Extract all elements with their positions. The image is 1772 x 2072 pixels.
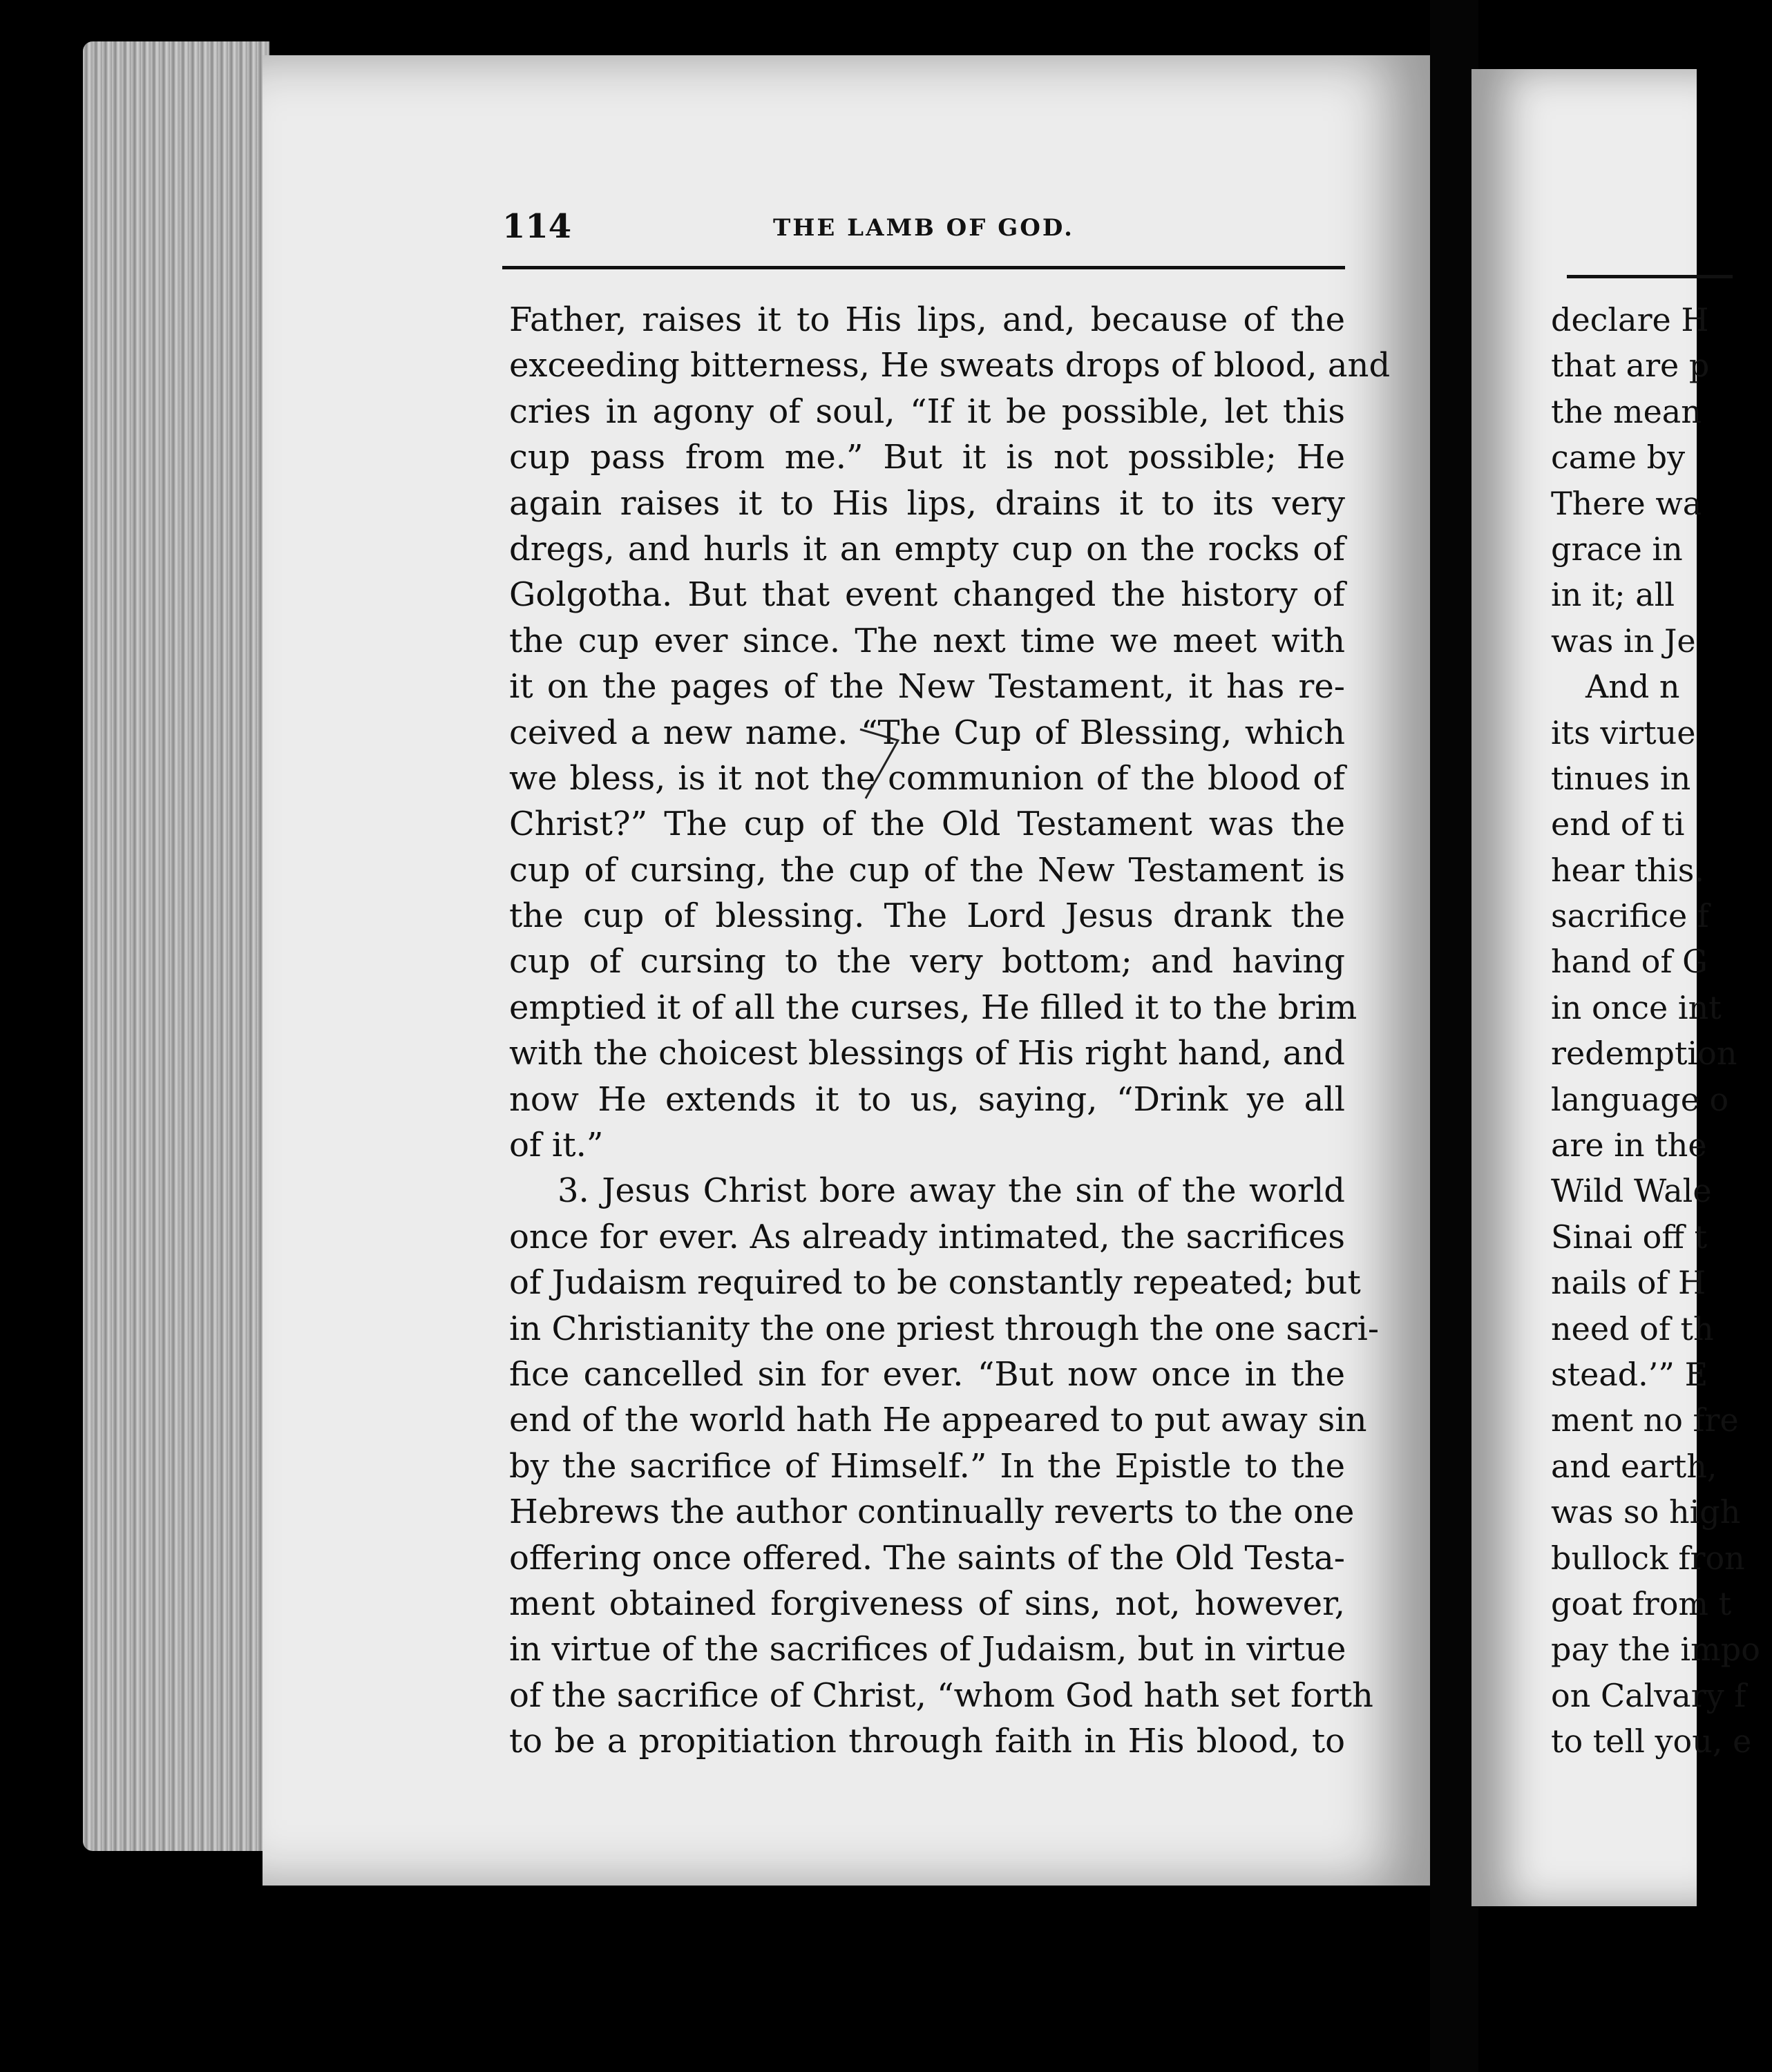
text-line: ment obtained forgiveness of sins, not, however, bbox=[509, 1584, 1345, 1623]
right-text-line: in it; all bbox=[1551, 576, 1675, 614]
right-text-line: end of ti bbox=[1551, 805, 1685, 843]
text-line: 3. Jesus Christ bore away the sin of the world bbox=[558, 1171, 1345, 1211]
right-text-line: hear this. bbox=[1551, 851, 1704, 889]
text-line: fice cancelled sin for ever. “But now once in the bbox=[509, 1354, 1345, 1394]
right-text-line: ment no fre bbox=[1551, 1401, 1739, 1439]
right-text-line: in once int bbox=[1551, 988, 1722, 1026]
text-line: with the choicest blessings of His right hand, and bbox=[509, 1034, 1345, 1073]
right-text-line: to tell you, e bbox=[1551, 1723, 1752, 1761]
right-text-line: Sinai off t bbox=[1551, 1218, 1708, 1256]
text-line: the cup of blessing. The Lord Jesus drank the bbox=[509, 896, 1345, 936]
right-text-line: was so high bbox=[1551, 1493, 1741, 1531]
right-text-line: need of th bbox=[1551, 1310, 1714, 1347]
text-line: Golgotha. But that event changed the history of bbox=[509, 575, 1345, 615]
right-text-line: on Calvary f bbox=[1551, 1676, 1746, 1714]
right-text-line: sacrifice f bbox=[1551, 897, 1709, 935]
text-line: now He extends it to us, saying, “Drink ye all bbox=[509, 1080, 1345, 1119]
text-line: cup of cursing to the very bottom; and having bbox=[509, 942, 1345, 981]
running-title: THE LAMB OF GOD. bbox=[772, 214, 1075, 242]
page-header bbox=[502, 207, 1345, 249]
right-text-line: its virtue bbox=[1551, 713, 1696, 751]
right-text-line: came by bbox=[1551, 439, 1686, 477]
text-line: again raises it to His lips, drains it to its very bbox=[509, 483, 1345, 523]
right-page-rule bbox=[1567, 275, 1733, 278]
text-line: by the sacrifice of Himself.” In the Epistle to the bbox=[509, 1446, 1345, 1486]
right-text-line: was in Je bbox=[1551, 622, 1696, 660]
text-line: cries in agony of soul, “If it be possible, let this bbox=[509, 392, 1345, 431]
page-number: 114 bbox=[502, 207, 572, 246]
text-line: Father, raises it to His lips, and, because of the bbox=[509, 300, 1345, 339]
right-text-line: and earth, bbox=[1551, 1447, 1717, 1485]
right-text-line: And n bbox=[1585, 668, 1680, 706]
text-line: offering once offered. The saints of the Old Testa- bbox=[509, 1538, 1345, 1577]
right-text-line: redemption bbox=[1551, 1035, 1737, 1073]
right-text-line: that are p bbox=[1551, 347, 1710, 385]
text-line: cup pass from me.” But it is not possible; He bbox=[509, 438, 1345, 477]
text-line: emptied it of all the curses, He filled it to the brim bbox=[509, 988, 1357, 1027]
text-line: of the sacrifice of Christ, “whom God hath set forth bbox=[509, 1676, 1373, 1715]
pencil-mark bbox=[860, 717, 915, 814]
right-text-line: grace in bbox=[1551, 530, 1683, 568]
right-text-line: tinues in bbox=[1551, 759, 1691, 797]
text-line: end of the world hath He appeared to put away sin bbox=[509, 1401, 1367, 1440]
text-line: the cup ever since. The next time we meet with bbox=[509, 621, 1345, 660]
text-line: cup of cursing, the cup of the New Testament is bbox=[509, 850, 1345, 890]
right-page bbox=[1471, 69, 1760, 1906]
text-line: once for ever. As already intimated, the sacrifices bbox=[509, 1217, 1345, 1256]
text-line: in Christianity the one priest through the one sacri- bbox=[509, 1309, 1380, 1348]
text-line: exceeding bitterness, He sweats drops of blood, and bbox=[509, 346, 1391, 385]
right-text-line: There wa bbox=[1551, 484, 1702, 522]
book-page-edges bbox=[83, 41, 269, 1851]
text-line: dregs, and hurls it an empty cup on the rocks of bbox=[509, 529, 1345, 568]
right-text-line: goat from t bbox=[1551, 1584, 1732, 1622]
text-line: of Judaism required to be constantly repeated; but bbox=[509, 1263, 1361, 1303]
text-line: to be a propitiation through faith in His blood, to bbox=[509, 1722, 1345, 1761]
header-rule bbox=[502, 266, 1345, 269]
right-text-line: declare H bbox=[1551, 301, 1709, 338]
right-text-line: Wild Wale bbox=[1551, 1172, 1712, 1210]
right-text-line: hand of G bbox=[1551, 943, 1708, 981]
text-line: we bless, is it not the communion of the blood of bbox=[509, 758, 1345, 798]
right-page-text bbox=[1551, 297, 1772, 1765]
left-page-text bbox=[509, 297, 1391, 1765]
text-line: of it.” bbox=[509, 1126, 604, 1165]
right-text-line: nails of H bbox=[1551, 1264, 1706, 1302]
text-line: Hebrews the author continually reverts to the one bbox=[509, 1493, 1355, 1532]
text-line: Christ?” The cup of the Old Testament was the bbox=[509, 805, 1345, 844]
right-text-line: are in the bbox=[1551, 1126, 1707, 1164]
right-text-line: stead.’” E bbox=[1551, 1355, 1708, 1393]
text-line: ceived a new name. “The Cup of Blessing, which bbox=[509, 713, 1345, 752]
right-text-line: pay the impo bbox=[1551, 1631, 1760, 1669]
text-line: in virtue of the sacrifices of Judaism, but in virtue bbox=[509, 1630, 1346, 1669]
right-text-line: bullock fron bbox=[1551, 1539, 1745, 1577]
right-text-line: the mean bbox=[1551, 392, 1702, 430]
right-text-line: language o bbox=[1551, 1080, 1729, 1118]
text-line: it on the pages of the New Testament, it has re- bbox=[509, 667, 1345, 707]
